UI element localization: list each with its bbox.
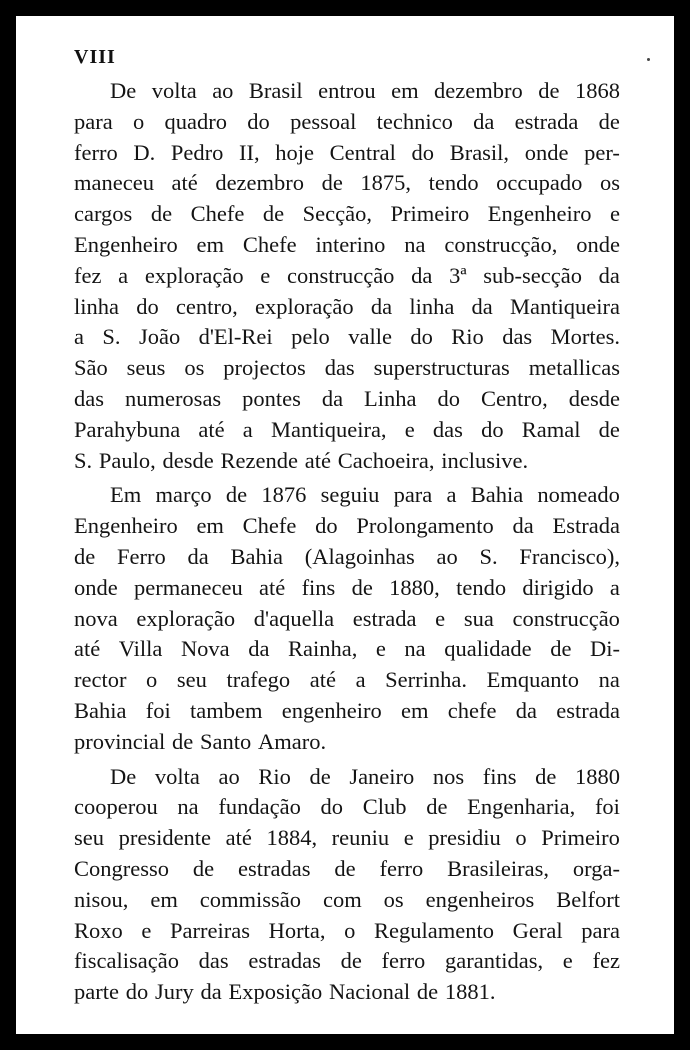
text-line: Engenheiro em Chefe interino na construcção, onde — [74, 231, 620, 257]
text-line: S. Paulo, desde Rezende até Cachoeira, inclusive. — [74, 447, 529, 473]
text-line: de Ferro da Bahia (Alagoinhas ao S. Francisco), — [74, 543, 620, 569]
text-line: nova exploração d'aquella estrada e sua construcção — [74, 605, 620, 631]
text-line: ferro D. Pedro II, hoje Central do Brasil, onde per- — [74, 139, 620, 165]
text-line: De volta ao Brasil entrou em dezembro de 1868 — [110, 78, 620, 103]
text-line: provincial de Santo Amaro. — [74, 728, 327, 754]
text-line: maneceu até dezembro de 1875, tendo occupado os — [74, 170, 620, 196]
text-line: fiscalisação das estradas de ferro garantidas, e fez — [74, 948, 620, 974]
text-line: fez a exploração e construcção da 3ª sub-secção da — [74, 262, 620, 288]
text-line: nisou, em commissão com os engenheiros Belfort — [74, 886, 620, 912]
text-line: Parahybuna até a Mantiqueira, e das do Ramal de — [74, 416, 620, 442]
text-line: onde permaneceu até fins de 1880, tendo dirigido a — [74, 574, 620, 600]
text-line: a S. João d'El-Rei pelo valle do Rio das Mortes. — [74, 324, 620, 350]
text-line: até Villa Nova da Rainha, e na qualidade de Di- — [74, 636, 620, 662]
text-line: São seus os projectos das superstructuras metallicas — [74, 355, 620, 381]
text-line: parte do Jury da Exposição Nacional de 1881. — [74, 979, 496, 1005]
text-line: Em março de 1876 seguiu para a Bahia nomeado — [110, 482, 620, 508]
text-line: Bahia foi tambem engenheiro em chefe da estrada — [74, 697, 620, 723]
book-page — [16, 16, 674, 1034]
text-line: linha do centro, exploração da linha da Mantiqueira — [74, 293, 620, 319]
text-line: seu presidente até 1884, reuniu e presidiu o Primeiro — [74, 825, 620, 851]
text-line: rector o seu trafego até a Serrinha. Emquanto na — [74, 667, 620, 693]
text-line: Engenheiro em Chefe do Prolongamento da Estrada — [74, 513, 620, 539]
text-line: das numerosas pontes da Linha do Centro, desde — [74, 385, 620, 411]
text-line: para o quadro do pessoal technico da estrada de — [74, 108, 620, 134]
text-line: Congresso de estradas de ferro Brasileiras, orga- — [74, 855, 620, 881]
text-line: cargos de Chefe de Secção, Primeiro Engenheiro e — [74, 201, 620, 227]
text-line: De volta ao Rio de Janeiro nos fins de 1880 — [110, 763, 620, 789]
text-line: cooperou na fundação do Club de Engenharia, foi — [74, 794, 620, 820]
body-text — [74, 76, 620, 1008]
page-number: VIII — [74, 46, 116, 68]
text-line: Roxo e Parreiras Horta, o Regulamento Geral para — [74, 917, 620, 943]
speck-mark — [647, 58, 650, 61]
